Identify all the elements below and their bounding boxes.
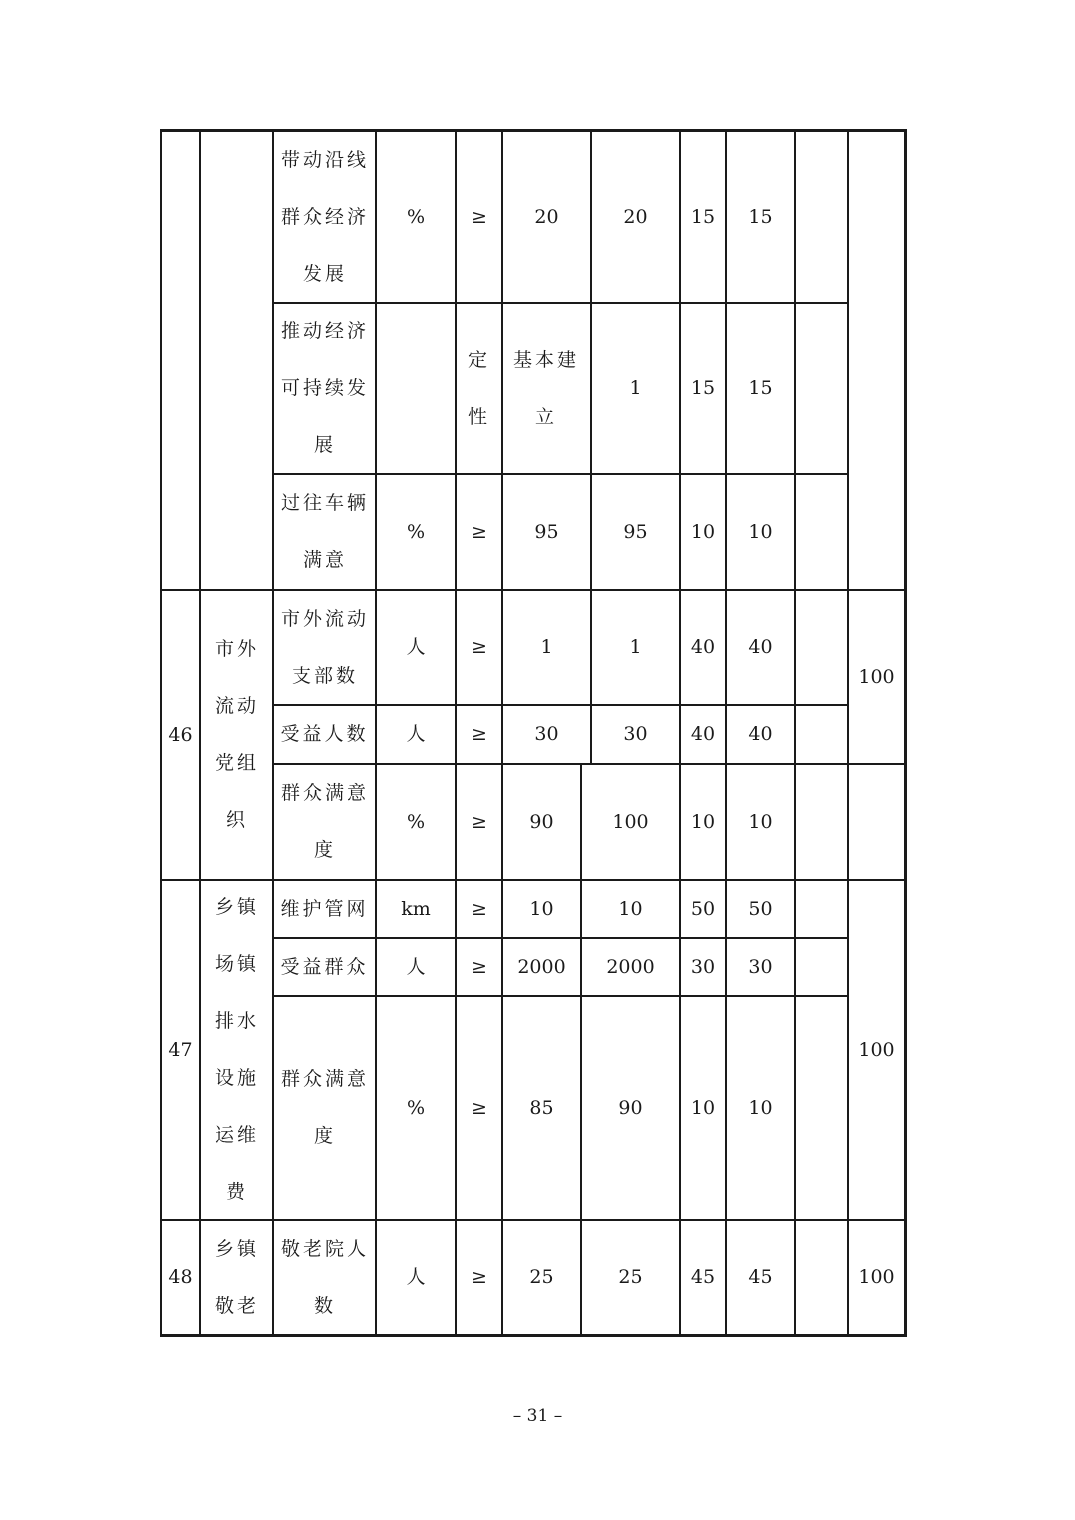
indicator-target: 25 <box>529 1266 554 1288</box>
indicator-weight: 10 <box>690 810 716 833</box>
project-name: 乡镇敬老 <box>214 1237 259 1317</box>
indicator-actual: 10 <box>618 897 643 920</box>
indicator-unit: % <box>406 1096 426 1119</box>
indicator-unit <box>377 304 455 473</box>
indicator-target: 基本建立 <box>512 348 579 428</box>
row-number: 48 <box>168 1266 193 1288</box>
indicator-name: 群众满意度 <box>280 782 369 861</box>
table-rule <box>794 129 796 1337</box>
indicator-score: 10 <box>748 810 773 833</box>
project-name: 乡镇场镇排水设施运维费 <box>214 896 259 1203</box>
indicator-target: 85 <box>529 1096 554 1119</box>
indicator-score: 10 <box>748 520 773 543</box>
indicator-actual: 30 <box>623 723 648 745</box>
indicator-unit: km <box>401 897 431 920</box>
indicator-actual: 20 <box>623 205 648 228</box>
indicator-weight: 50 <box>690 897 716 920</box>
indicator-operator: ≥ <box>471 205 487 228</box>
table-rule <box>199 129 201 1337</box>
indicator-score: 45 <box>748 1266 773 1288</box>
project-name: 市外流动党组织 <box>214 638 259 831</box>
indicator-actual: 100 <box>612 810 649 833</box>
indicator-name: 带动沿线群众经济发展 <box>280 148 369 285</box>
row-total: 100 <box>858 1266 895 1288</box>
indicator-name: 推动经济可持续发展 <box>280 320 369 456</box>
indicator-weight: 10 <box>690 520 716 543</box>
indicator-actual: 1 <box>629 377 642 399</box>
indicator-name: 敬老院人数 <box>280 1237 369 1317</box>
indicator-target: 1 <box>540 636 553 658</box>
page-number: – 31 – <box>512 1406 563 1426</box>
indicator-target: 10 <box>529 897 554 920</box>
indicator-actual: 2000 <box>606 955 655 978</box>
indicator-unit: % <box>406 810 426 833</box>
indicator-target: 90 <box>529 810 554 833</box>
indicator-weight: 15 <box>690 205 716 228</box>
indicator-weight: 40 <box>690 636 716 658</box>
indicator-operator: 定性 <box>467 348 490 428</box>
indicator-score: 15 <box>748 377 773 399</box>
indicator-actual: 1 <box>629 636 642 658</box>
indicator-operator: ≥ <box>471 810 487 833</box>
indicator-actual: 25 <box>618 1266 643 1288</box>
indicator-name: 受益人数 <box>280 723 369 745</box>
indicator-operator: ≥ <box>471 955 487 978</box>
indicator-operator: ≥ <box>471 1266 487 1288</box>
indicator-score: 30 <box>748 955 773 978</box>
indicator-weight: 10 <box>690 1096 716 1119</box>
table-rule <box>904 129 907 1337</box>
indicator-unit: % <box>406 205 426 228</box>
indicator-score: 15 <box>748 205 773 228</box>
indicator-target: 2000 <box>517 955 566 978</box>
indicator-unit: 人 <box>406 1266 426 1288</box>
row-number: 47 <box>168 1038 193 1061</box>
indicator-name: 过往车辆满意 <box>280 492 369 571</box>
indicator-unit: % <box>406 520 426 543</box>
indicator-weight: 15 <box>690 377 716 399</box>
indicator-name: 维护管网 <box>280 897 369 920</box>
indicator-operator: ≥ <box>471 723 487 745</box>
row-total: 100 <box>858 1038 895 1061</box>
indicator-unit: 人 <box>406 636 426 658</box>
indicator-unit: 人 <box>406 955 426 978</box>
indicator-target: 95 <box>534 520 559 543</box>
row-total: 100 <box>858 665 895 688</box>
indicator-target: 30 <box>534 723 559 745</box>
indicator-score: 50 <box>748 897 773 920</box>
indicator-score: 40 <box>748 723 773 745</box>
indicator-target: 20 <box>534 205 559 228</box>
row-number: 46 <box>168 723 193 746</box>
indicator-actual: 95 <box>623 520 648 543</box>
indicator-weight: 45 <box>690 1266 716 1288</box>
indicator-score: 40 <box>748 636 773 658</box>
indicator-operator: ≥ <box>471 520 487 543</box>
indicator-weight: 40 <box>690 723 716 745</box>
indicator-operator: ≥ <box>471 636 487 658</box>
indicator-operator: ≥ <box>471 1096 487 1119</box>
indicator-actual: 90 <box>618 1096 643 1119</box>
indicator-unit: 人 <box>406 723 426 745</box>
indicator-name: 群众满意度 <box>280 1068 369 1147</box>
indicator-name: 受益群众 <box>280 955 369 978</box>
indicator-name: 市外流动支部数 <box>280 607 369 687</box>
indicator-operator: ≥ <box>471 897 487 920</box>
indicator-score: 10 <box>748 1096 773 1119</box>
indicator-weight: 30 <box>690 955 716 978</box>
